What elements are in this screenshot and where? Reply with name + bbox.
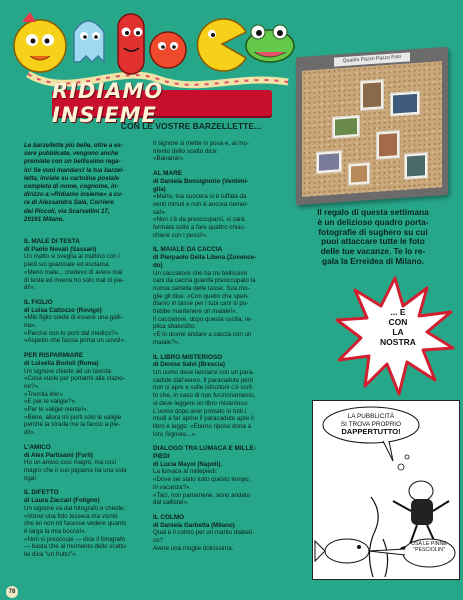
joke-author: di Daniela Garbetta (Milano) bbox=[153, 521, 235, 529]
starburst-line: NOSTRA bbox=[380, 337, 416, 347]
gift-line: Il regalo di questa settimana bbox=[317, 207, 429, 217]
joke-line: Un signore chiede ad un taxista: bbox=[24, 367, 113, 375]
jokes-column-left bbox=[24, 238, 146, 566]
joke-line: chiere con i pesci!». bbox=[153, 231, 208, 239]
joke-line: maiale?». bbox=[153, 338, 180, 346]
pinned-photo bbox=[316, 150, 342, 174]
gift-description bbox=[290, 208, 456, 267]
joke-entry bbox=[153, 445, 278, 507]
joke-line: «Vorrei una foto tessera ma vorrei bbox=[24, 512, 118, 520]
joke-line: Un signore va dal fotografo e chiede: bbox=[24, 504, 126, 512]
pinned-photo bbox=[360, 79, 384, 111]
gift-line: fotografie di sughero su cui bbox=[318, 226, 428, 237]
intro-line: dei Piccoli, via Scarsellini 17, bbox=[24, 207, 110, 215]
pinned-photo bbox=[332, 115, 360, 139]
joke-title: IL FIGLIO bbox=[24, 298, 53, 306]
chick-character-icon bbox=[14, 12, 66, 72]
joke-line: — basta che al momento dello scatto bbox=[24, 543, 126, 551]
joke-line: trebbe mantenere un maiale!». bbox=[153, 308, 238, 316]
intro-line: completa di nome, cognome, in- bbox=[24, 183, 119, 191]
joke-entry bbox=[24, 299, 146, 345]
corkboard-photo bbox=[296, 52, 448, 200]
jokes-column-middle bbox=[153, 140, 278, 559]
pinned-photo bbox=[376, 130, 400, 160]
pacman-character-icon bbox=[197, 19, 246, 71]
joke-line: «Non si preoccupi — dice il fotografo bbox=[24, 535, 126, 543]
joke-entry bbox=[153, 514, 278, 553]
joke-line: «Non c'è da preoccuparsi, si sarà bbox=[153, 216, 245, 224]
fish-figure-icon bbox=[315, 539, 369, 563]
joke-line: di!». bbox=[24, 429, 36, 437]
joke-line: plica sbalordito: bbox=[153, 323, 196, 331]
joke-entry bbox=[24, 489, 146, 558]
joke-title: L'AMICO bbox=[24, 443, 51, 451]
joke-entry bbox=[24, 444, 146, 483]
joke-entry bbox=[24, 238, 146, 292]
joke-line: di testa ed invece ho solo mal di pie- bbox=[24, 276, 125, 284]
joke-line: «Cosa vuole per portarmi alla stazio- bbox=[24, 375, 125, 383]
speech-line: "PESCIOLIN" bbox=[413, 547, 445, 554]
joke-line: fermata sotto a fare quattro chiac- bbox=[153, 224, 246, 232]
corkboard-frame bbox=[296, 47, 448, 206]
joke-title: PER RISPARMIARE bbox=[24, 352, 84, 360]
intro-line: sere pubblicate, vengono anche bbox=[24, 150, 119, 158]
joke-line: Un cacciatore che ha tre bellissimi bbox=[153, 269, 247, 277]
joke-line: Un matto si sveglia al mattino con i bbox=[24, 253, 120, 261]
gift-line: puoi attaccare tutte le foto bbox=[321, 236, 425, 247]
joke-line: ne?». bbox=[24, 382, 40, 390]
joke-line: perché la strada me la faccio a pie- bbox=[24, 421, 121, 429]
joke-line: libro e legge: «Eterno riposo dona a bbox=[153, 422, 252, 430]
pinned-photo bbox=[348, 162, 370, 186]
joke-line: to che, in caso di non funzionamento, bbox=[153, 392, 256, 400]
joke-line: «Tremila lire!» bbox=[24, 390, 63, 398]
joke-title: IL LIBRO MISTERIOSO bbox=[153, 353, 223, 361]
joke-line: cani da caccia guarda preoccupato la bbox=[153, 277, 256, 285]
gift-line: gala la Erreidea di Milano. bbox=[322, 255, 424, 266]
ghost-character-icon bbox=[74, 21, 104, 62]
starburst-line: LA bbox=[392, 327, 404, 337]
diver-speech-bubble bbox=[331, 413, 411, 436]
joke-line: na». bbox=[24, 322, 37, 330]
joke-line: «Dove sei stato tutto questo tempo, bbox=[153, 476, 251, 484]
joke-title: DIALOGO TRA LUMACA E MILLE- bbox=[153, 445, 256, 453]
intro-paragraph bbox=[24, 142, 144, 224]
joke-line: glie gli dice: «Con quello che spen- bbox=[153, 292, 249, 300]
page-subtitle: CON LE VOSTRE BARZELLETTE... bbox=[120, 121, 262, 131]
gift-line: è un delizioso quadro porta- bbox=[317, 216, 429, 227]
speech-line: DAPPERTUTTO! bbox=[341, 427, 401, 437]
joke-line: Un uomo deve lanciarsi con un para- bbox=[153, 368, 255, 376]
comic-panel bbox=[312, 400, 460, 580]
joke-title: IL COLMO bbox=[153, 513, 185, 521]
frog-character-icon bbox=[246, 25, 294, 62]
intro-line: dirizzo a:«Ridiamo insieme» a cu- bbox=[24, 191, 124, 199]
starburst-text bbox=[370, 307, 426, 347]
joke-line: «Mario, tua suocera si è tuffata da bbox=[153, 193, 247, 201]
starburst-line: ... E bbox=[390, 307, 406, 317]
intro-line: 20161 Milano. bbox=[24, 215, 65, 223]
joke-author: di Lucia Mayol (Napoli). bbox=[153, 460, 223, 468]
speech-line: LA PUBBLICITÀ bbox=[347, 413, 395, 420]
joke-line: non si apre e sulle istruzioni c'è scrit- bbox=[153, 384, 254, 392]
joke-entry bbox=[153, 140, 278, 163]
joke-author: glia) bbox=[153, 185, 166, 193]
joke-line: modi a far aprire il paracadute apre il bbox=[153, 415, 254, 423]
joke-line: «Perché non lo porti dal medico?». bbox=[24, 329, 120, 337]
joke-author: di Paolo Novali (Sassari) bbox=[24, 245, 97, 253]
joke-line: co? bbox=[153, 537, 163, 545]
pumpkin-character-icon bbox=[150, 32, 186, 68]
speech-line: SI TROVA PROPRIO bbox=[340, 420, 402, 428]
joke-line: nuova cartella delle tasse. Sua mo- bbox=[153, 284, 250, 292]
joke-title: IL MALE DI TESTA bbox=[24, 238, 80, 245]
joke-line: «Aspetto che faccia prima un uovo!». bbox=[24, 337, 126, 345]
sausage-character-icon bbox=[118, 14, 144, 74]
joke-author: di Luisa Cattozzo (Rovigo) bbox=[24, 306, 102, 314]
joke-line: «Mio figlio crede di essere una galli- bbox=[24, 314, 123, 322]
joke-line: che lei non mi facesse vedere quanto bbox=[24, 520, 127, 528]
joke-line: «Meno male... credevo di avere mal bbox=[24, 268, 123, 276]
intro-line: lo! Se vuoi mandarci la tua barzel- bbox=[24, 166, 125, 174]
joke-line: «Per le valigie niente!». bbox=[24, 406, 89, 414]
speech-line: USA LE PINNE bbox=[411, 541, 447, 547]
joke-title: AL MARE bbox=[153, 170, 182, 178]
intro-line: premiate con un bellissimo rega- bbox=[24, 158, 121, 166]
pinned-photo bbox=[390, 91, 420, 117]
joke-entry bbox=[153, 170, 278, 239]
joke-author: do) bbox=[153, 261, 163, 269]
joke-author: di Laura Zaccari (Foligno) bbox=[24, 497, 100, 505]
joke-entry bbox=[153, 246, 278, 346]
joke-line: sa!». bbox=[153, 208, 167, 216]
joke-line: «E lo dovrei andare a caccia con un bbox=[153, 331, 252, 339]
joke-line: Avere una moglie dolcissima. bbox=[153, 544, 234, 552]
joke-line: in vacanza?». bbox=[153, 483, 192, 491]
joke-line: «Bene, allora mi porti solo le valigie bbox=[24, 413, 122, 421]
page-number: 78 bbox=[6, 586, 18, 598]
joke-author: di Pierpaolo Della Libera (Zovence- bbox=[153, 254, 257, 262]
intro-line: ra di Alessandra Sala, Corriere bbox=[24, 199, 114, 207]
joke-line: Ho un amico così magro, ma così bbox=[24, 459, 117, 467]
joke-line: di!». bbox=[24, 284, 36, 292]
joke-line: riga! bbox=[24, 474, 37, 482]
joke-line: è larga la mia bocca!». bbox=[24, 527, 87, 535]
gift-line: delle tue vacanze. Te lo re- bbox=[320, 246, 426, 257]
pinned-photo bbox=[404, 152, 428, 180]
joke-author: di Denise Salvi (Brescia) bbox=[153, 361, 225, 369]
joke-line: mento dello scatto dice: bbox=[153, 147, 219, 155]
joke-line: Qual è il colmo per un marito diabeti- bbox=[153, 529, 255, 537]
page-title: RIDIAMO INSIEME bbox=[52, 79, 164, 127]
starburst-line: CON bbox=[388, 317, 408, 327]
joke-line: «Taci, non parlarnene, sono andato bbox=[153, 491, 251, 499]
corkboard-label: Quadro Pazzo Pazzo Foto bbox=[334, 52, 410, 66]
joke-author: di Daniela Bonsignorio (Ventimi- bbox=[153, 177, 249, 185]
joke-line: piedi sui guanciale ed esclama: bbox=[24, 261, 110, 269]
cork-surface bbox=[302, 61, 442, 197]
joke-title: IL MAIALE DA CACCIA bbox=[153, 246, 223, 254]
intro-line: Le barzellette più belle, oltre a es- bbox=[24, 142, 124, 149]
joke-author: di Alex Partisami (Forlì) bbox=[24, 451, 93, 459]
joke-title: PIEDI bbox=[153, 453, 170, 461]
joke-line: L'uomo dopo aver provato in tutti i bbox=[153, 407, 247, 415]
joke-line: cadute dall'aereo. Il paracadute però bbox=[153, 376, 254, 384]
joke-line: venti minuti e non è ancora riemer- bbox=[153, 200, 249, 208]
joke-author: di Luisella Borioli (Roma) bbox=[24, 359, 99, 367]
intro-line: letta, inviale su cartolina postale bbox=[24, 174, 120, 182]
joke-line: Il signore si mette in posa e, al mo- bbox=[153, 140, 249, 147]
joke-line: diamo in tasse per i tuoi cani si po- bbox=[153, 300, 249, 308]
fish-speech-bubble bbox=[409, 541, 449, 553]
joke-line: magro che il suo pigiama ha una sola bbox=[24, 466, 127, 474]
joke-line: loro Signore...». bbox=[153, 430, 197, 438]
joke-line: «Banana!». bbox=[153, 155, 185, 163]
joke-line: dal callista!». bbox=[153, 499, 189, 507]
joke-line: Il cacciatore, dopo questa uscita, re- bbox=[153, 315, 253, 323]
joke-line: lei dica "un frutto"». bbox=[24, 551, 78, 559]
joke-title: IL DIFETTO bbox=[24, 489, 59, 497]
joke-line: si deve leggere un libro misterioso. bbox=[153, 399, 249, 407]
joke-line: La lumaca al millepiedi: bbox=[153, 468, 218, 476]
joke-entry bbox=[24, 352, 146, 437]
joke-line: «E per le valigie?». bbox=[24, 398, 77, 406]
joke-entry bbox=[153, 354, 278, 439]
